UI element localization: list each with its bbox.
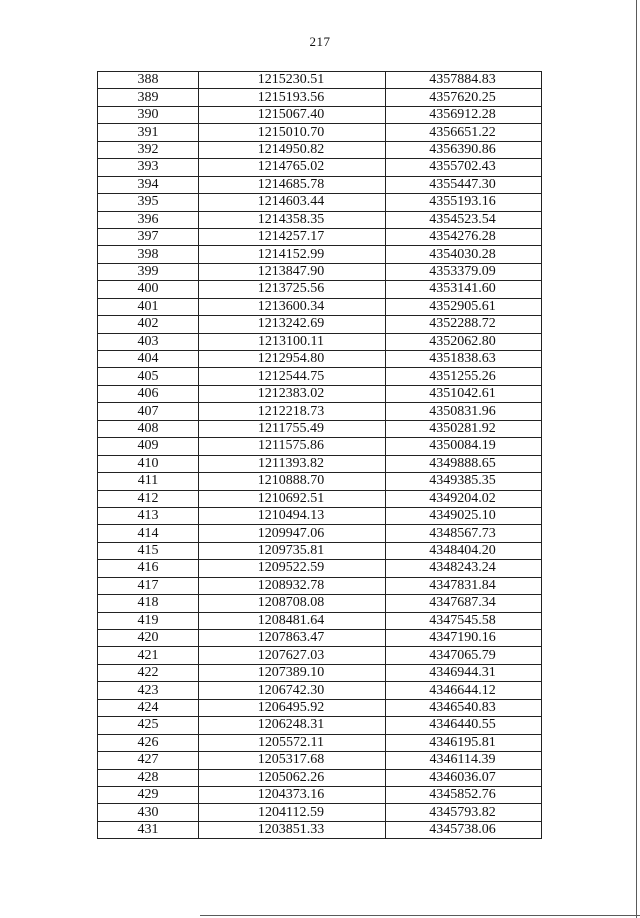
point-number-cell: 398: [98, 246, 199, 263]
y-coordinate-cell: 4346644.12: [386, 682, 542, 699]
y-coordinate-cell: 4355702.43: [386, 159, 542, 176]
table-row: [98, 141, 542, 158]
y-coordinate-cell: 4355447.30: [386, 176, 542, 193]
table-row: [98, 786, 542, 803]
point-number-cell: 410: [98, 455, 199, 472]
y-coordinate-cell: 4345852.76: [386, 786, 542, 803]
table-row: [98, 263, 542, 280]
y-coordinate-cell: 4348404.20: [386, 542, 542, 559]
point-number-cell: 418: [98, 595, 199, 612]
point-number-cell: 424: [98, 699, 199, 716]
point-number-cell: 415: [98, 542, 199, 559]
y-coordinate-cell: 4346440.55: [386, 717, 542, 734]
y-coordinate-cell: 4350281.92: [386, 420, 542, 437]
point-number-cell: 405: [98, 368, 199, 385]
table-row: [98, 577, 542, 594]
coordinates-table-body: [98, 72, 542, 839]
point-number-cell: 389: [98, 89, 199, 106]
x-coordinate-cell: 1214685.78: [199, 176, 386, 193]
x-coordinate-cell: 1208481.64: [199, 612, 386, 629]
point-number-cell: 419: [98, 612, 199, 629]
y-coordinate-cell: 4346540.83: [386, 699, 542, 716]
table-row: [98, 106, 542, 123]
x-coordinate-cell: 1205317.68: [199, 752, 386, 769]
point-number-cell: 399: [98, 263, 199, 280]
point-number-cell: 421: [98, 647, 199, 664]
x-coordinate-cell: 1210888.70: [199, 473, 386, 490]
table-row: [98, 385, 542, 402]
table-row: [98, 664, 542, 681]
y-coordinate-cell: 4347545.58: [386, 612, 542, 629]
table-row: [98, 420, 542, 437]
x-coordinate-cell: 1211755.49: [199, 420, 386, 437]
point-number-cell: 412: [98, 490, 199, 507]
y-coordinate-cell: 4350831.96: [386, 403, 542, 420]
table-row: [98, 403, 542, 420]
x-coordinate-cell: 1214950.82: [199, 141, 386, 158]
y-coordinate-cell: 4354523.54: [386, 211, 542, 228]
point-number-cell: 417: [98, 577, 199, 594]
x-coordinate-cell: 1212218.73: [199, 403, 386, 420]
table-row: [98, 682, 542, 699]
point-number-cell: 404: [98, 351, 199, 368]
table-row: [98, 473, 542, 490]
page-number: 217: [309, 34, 331, 49]
x-coordinate-cell: 1206495.92: [199, 699, 386, 716]
table-row: [98, 525, 542, 542]
x-coordinate-cell: 1215193.56: [199, 89, 386, 106]
table-row: [98, 298, 542, 315]
x-coordinate-cell: 1210494.13: [199, 507, 386, 524]
y-coordinate-cell: 4353379.09: [386, 263, 542, 280]
y-coordinate-cell: 4346036.07: [386, 769, 542, 786]
table-row: [98, 333, 542, 350]
point-number-cell: 425: [98, 717, 199, 734]
point-number-cell: 430: [98, 804, 199, 821]
x-coordinate-cell: 1206742.30: [199, 682, 386, 699]
x-coordinate-cell: 1213847.90: [199, 263, 386, 280]
table-row: [98, 612, 542, 629]
point-number-cell: 397: [98, 228, 199, 245]
point-number-cell: 429: [98, 786, 199, 803]
table-row: [98, 821, 542, 838]
table-row: [98, 595, 542, 612]
table-row: [98, 490, 542, 507]
x-coordinate-cell: 1209947.06: [199, 525, 386, 542]
y-coordinate-cell: 4354276.28: [386, 228, 542, 245]
point-number-cell: 393: [98, 159, 199, 176]
table-row: [98, 560, 542, 577]
y-coordinate-cell: 4351838.63: [386, 351, 542, 368]
x-coordinate-cell: 1213600.34: [199, 298, 386, 315]
table-row: [98, 734, 542, 751]
point-number-cell: 396: [98, 211, 199, 228]
x-coordinate-cell: 1214257.17: [199, 228, 386, 245]
table-row: [98, 72, 542, 89]
point-number-cell: 406: [98, 385, 199, 402]
x-coordinate-cell: 1215230.51: [199, 72, 386, 89]
y-coordinate-cell: 4347831.84: [386, 577, 542, 594]
y-coordinate-cell: 4352288.72: [386, 316, 542, 333]
x-coordinate-cell: 1207863.47: [199, 630, 386, 647]
table-row: [98, 159, 542, 176]
point-number-cell: 395: [98, 194, 199, 211]
point-number-cell: 408: [98, 420, 199, 437]
table-row: [98, 769, 542, 786]
y-coordinate-cell: 4346114.39: [386, 752, 542, 769]
coordinates-table: [97, 71, 542, 839]
y-coordinate-cell: 4347065.79: [386, 647, 542, 664]
x-coordinate-cell: 1205572.11: [199, 734, 386, 751]
point-number-cell: 401: [98, 298, 199, 315]
y-coordinate-cell: 4352905.61: [386, 298, 542, 315]
x-coordinate-cell: 1207627.03: [199, 647, 386, 664]
table-row: [98, 124, 542, 141]
table-row: [98, 246, 542, 263]
point-number-cell: 428: [98, 769, 199, 786]
x-coordinate-cell: 1205062.26: [199, 769, 386, 786]
table-row: [98, 351, 542, 368]
x-coordinate-cell: 1213242.69: [199, 316, 386, 333]
table-row: [98, 176, 542, 193]
table-row: [98, 228, 542, 245]
point-number-cell: 400: [98, 281, 199, 298]
y-coordinate-cell: 4346195.81: [386, 734, 542, 751]
y-coordinate-cell: 4356390.86: [386, 141, 542, 158]
point-number-cell: 426: [98, 734, 199, 751]
y-coordinate-cell: 4351255.26: [386, 368, 542, 385]
page-edge-bottom: [200, 915, 640, 916]
y-coordinate-cell: 4349888.65: [386, 455, 542, 472]
x-coordinate-cell: 1207389.10: [199, 664, 386, 681]
x-coordinate-cell: 1212383.02: [199, 385, 386, 402]
point-number-cell: 431: [98, 821, 199, 838]
y-coordinate-cell: 4349385.35: [386, 473, 542, 490]
x-coordinate-cell: 1212954.80: [199, 351, 386, 368]
point-number-cell: 388: [98, 72, 199, 89]
point-number-cell: 391: [98, 124, 199, 141]
point-number-cell: 414: [98, 525, 199, 542]
y-coordinate-cell: 4357620.25: [386, 89, 542, 106]
y-coordinate-cell: 4346944.31: [386, 664, 542, 681]
table-row: [98, 438, 542, 455]
table-row: [98, 368, 542, 385]
y-coordinate-cell: 4357884.83: [386, 72, 542, 89]
table-row: [98, 281, 542, 298]
x-coordinate-cell: 1211393.82: [199, 455, 386, 472]
y-coordinate-cell: 4352062.80: [386, 333, 542, 350]
y-coordinate-cell: 4345738.06: [386, 821, 542, 838]
x-coordinate-cell: 1214358.35: [199, 211, 386, 228]
point-number-cell: 422: [98, 664, 199, 681]
table-row: [98, 630, 542, 647]
y-coordinate-cell: 4351042.61: [386, 385, 542, 402]
x-coordinate-cell: 1215067.40: [199, 106, 386, 123]
y-coordinate-cell: 4345793.82: [386, 804, 542, 821]
y-coordinate-cell: 4349025.10: [386, 507, 542, 524]
table-row: [98, 699, 542, 716]
table-row: [98, 752, 542, 769]
x-coordinate-cell: 1203851.33: [199, 821, 386, 838]
point-number-cell: 390: [98, 106, 199, 123]
point-number-cell: 409: [98, 438, 199, 455]
point-number-cell: 394: [98, 176, 199, 193]
x-coordinate-cell: 1210692.51: [199, 490, 386, 507]
y-coordinate-cell: 4353141.60: [386, 281, 542, 298]
y-coordinate-cell: 4356651.22: [386, 124, 542, 141]
table-row: [98, 507, 542, 524]
y-coordinate-cell: 4349204.02: [386, 490, 542, 507]
point-number-cell: 413: [98, 507, 199, 524]
point-number-cell: 402: [98, 316, 199, 333]
x-coordinate-cell: 1204112.59: [199, 804, 386, 821]
y-coordinate-cell: 4356912.28: [386, 106, 542, 123]
x-coordinate-cell: 1214603.44: [199, 194, 386, 211]
table-row: [98, 717, 542, 734]
table-row: [98, 455, 542, 472]
x-coordinate-cell: 1211575.86: [199, 438, 386, 455]
table-row: [98, 316, 542, 333]
y-coordinate-cell: 4348243.24: [386, 560, 542, 577]
point-number-cell: 427: [98, 752, 199, 769]
table-row: [98, 211, 542, 228]
x-coordinate-cell: 1209735.81: [199, 542, 386, 559]
point-number-cell: 411: [98, 473, 199, 490]
x-coordinate-cell: 1208932.78: [199, 577, 386, 594]
point-number-cell: 420: [98, 630, 199, 647]
x-coordinate-cell: 1215010.70: [199, 124, 386, 141]
x-coordinate-cell: 1204373.16: [199, 786, 386, 803]
point-number-cell: 403: [98, 333, 199, 350]
y-coordinate-cell: 4347190.16: [386, 630, 542, 647]
y-coordinate-cell: 4348567.73: [386, 525, 542, 542]
table-row: [98, 647, 542, 664]
y-coordinate-cell: 4350084.19: [386, 438, 542, 455]
y-coordinate-cell: 4347687.34: [386, 595, 542, 612]
x-coordinate-cell: 1213100.11: [199, 333, 386, 350]
x-coordinate-cell: 1209522.59: [199, 560, 386, 577]
x-coordinate-cell: 1213725.56: [199, 281, 386, 298]
x-coordinate-cell: 1212544.75: [199, 368, 386, 385]
table-row: [98, 804, 542, 821]
point-number-cell: 416: [98, 560, 199, 577]
y-coordinate-cell: 4354030.28: [386, 246, 542, 263]
x-coordinate-cell: 1208708.08: [199, 595, 386, 612]
point-number-cell: 392: [98, 141, 199, 158]
table-row: [98, 542, 542, 559]
point-number-cell: 423: [98, 682, 199, 699]
point-number-cell: 407: [98, 403, 199, 420]
table-row: [98, 89, 542, 106]
table-row: [98, 194, 542, 211]
y-coordinate-cell: 4355193.16: [386, 194, 542, 211]
x-coordinate-cell: 1206248.31: [199, 717, 386, 734]
x-coordinate-cell: 1214152.99: [199, 246, 386, 263]
page-edge-right: [636, 0, 637, 918]
x-coordinate-cell: 1214765.02: [199, 159, 386, 176]
